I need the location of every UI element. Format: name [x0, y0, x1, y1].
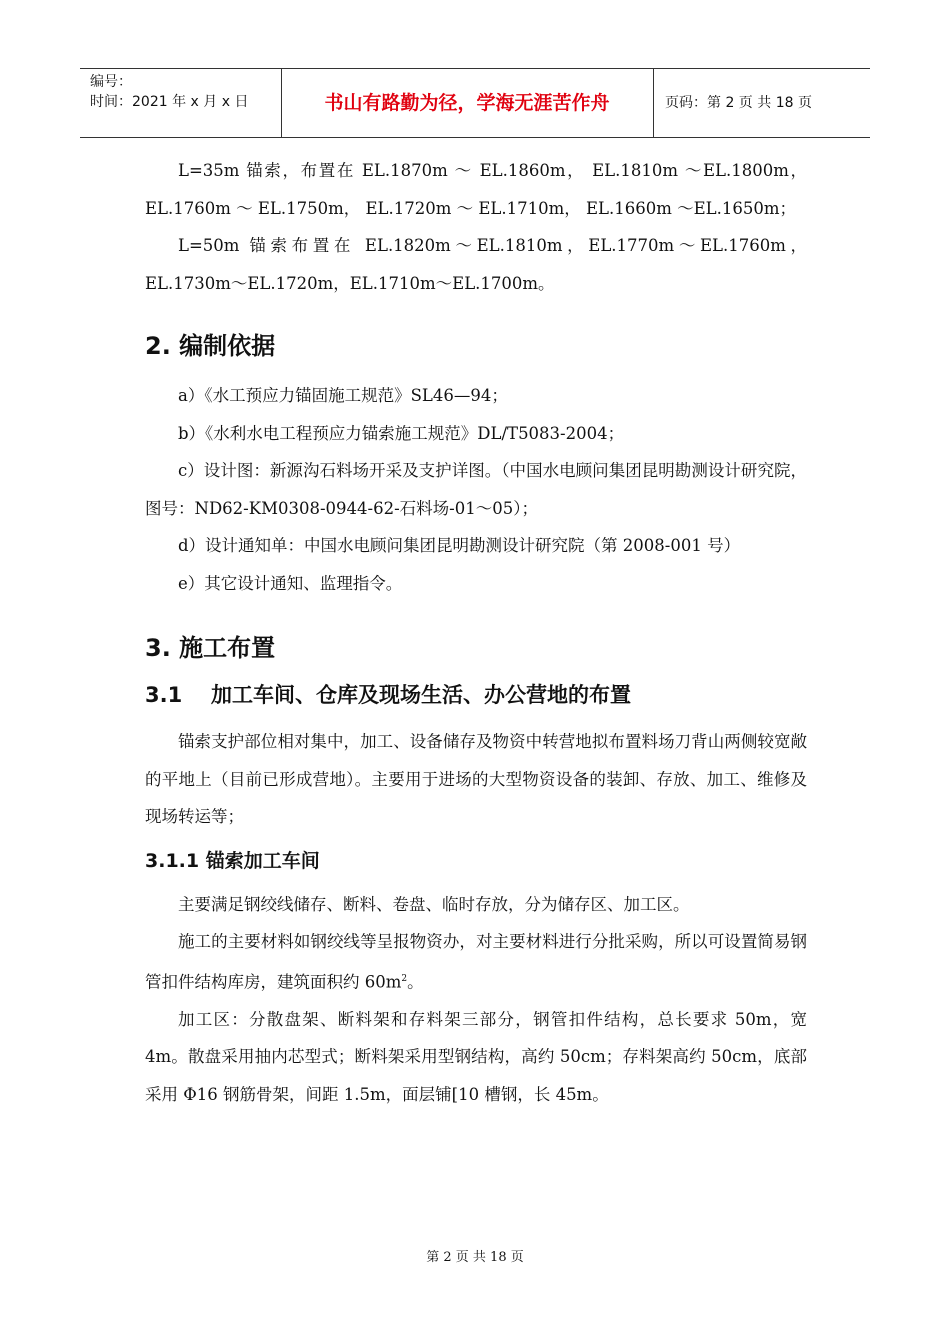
doc-date-label: 时间：2021 年 x 月 x 日: [90, 94, 249, 110]
basis-item: d）设计通知单：中国水电顾问集团昆明勘测设计研究院（第 2008-001 号）: [178, 536, 741, 555]
header-page-label: 页码：第 2 页 共 18 页: [665, 95, 812, 111]
basis-item: c）设计图：新源沟石料场开采及支护详图。（中国水电顾问集团昆明勘测设计研究院，图号：ND62-KM0308-0944-62-石料场-01～05）；: [145, 461, 807, 518]
area-unit-superscript: 2: [401, 973, 408, 984]
workshop-warehouse-paragraph: [145, 923, 807, 1001]
basis-item: a）《水工预应力锚固施工规范》SL46—94；: [178, 386, 508, 405]
page-header: [80, 68, 870, 138]
warehouse-text-end: 。: [407, 972, 424, 991]
doc-number-label: 编号：: [90, 74, 132, 90]
subsection-heading-3-1-1: 3.1.1 锚索加工车间: [145, 849, 320, 872]
basis-item: e）其它设计通知、监理指令。: [178, 573, 403, 593]
section-heading-layout: 3. 施工布置: [145, 634, 276, 662]
warehouse-text: 施工的主要材料如钢绞线等呈报物资办，对主要材料进行分批采购，所以可设置简易钢管扣件结构库房，建筑面积约 60m: [145, 932, 807, 991]
header-divider: [653, 69, 654, 137]
document-body: [145, 152, 807, 1113]
page-footer: 第 2 页 共 18 页: [426, 1250, 524, 1265]
workshop-paragraph: 主要满足钢绞线储存、断料、卷盘、临时存放，分为储存区、加工区。: [178, 894, 690, 914]
anchor-50m-paragraph: L=50m 锚索布置在 EL.1820m～EL.1810m，EL.1770m～EL.1760m，EL.1730m～EL.1720m，EL.1710m～EL.1700m。: [145, 236, 807, 293]
subsection-title: 加工车间、仓库及现场生活、办公营地的布置: [211, 683, 631, 707]
section-3-1-paragraph: 锚索支护部位相对集中，加工、设备储存及物资中转营地拟布置料场刀背山两侧较宽敞的平地上（目前已形成营地）。主要用于进场的大型物资设备的装卸、存放、加工、维修及现场转运等；: [145, 732, 807, 826]
section-heading-basis: 2. 编制依据: [145, 332, 276, 360]
header-info: [90, 72, 248, 112]
basis-item: b）《水利水电工程预应力锚索施工规范》DL/T5083-2004；: [178, 423, 625, 443]
subsection-number: 3.1: [145, 683, 183, 707]
subsection-heading-3-1: [145, 681, 807, 709]
anchor-35m-paragraph: L=35m 锚索，布置在 EL.1870m ～ EL.1860m， EL.1810m ～EL.1800m， EL.1760m ～ EL.1750m， EL.1720m ～ EL.1710m， EL.1660m ～EL.1650m；: [145, 161, 807, 218]
processing-area-paragraph: 加工区：分散盘架、断料架和存料架三部分，钢管扣件结构，总长要求 50m，宽 4m。散盘采用抽内芯型式；断料架采用型钢结构，高约 50cm；存料架高约 50cm，底部采用 Φ16 钢筋骨架，间距 1.5m，面层铺[10 槽钢，长 45m。: [145, 1009, 807, 1104]
header-motto: 书山有路勤为径，学海无涯苦作舟: [324, 92, 610, 114]
